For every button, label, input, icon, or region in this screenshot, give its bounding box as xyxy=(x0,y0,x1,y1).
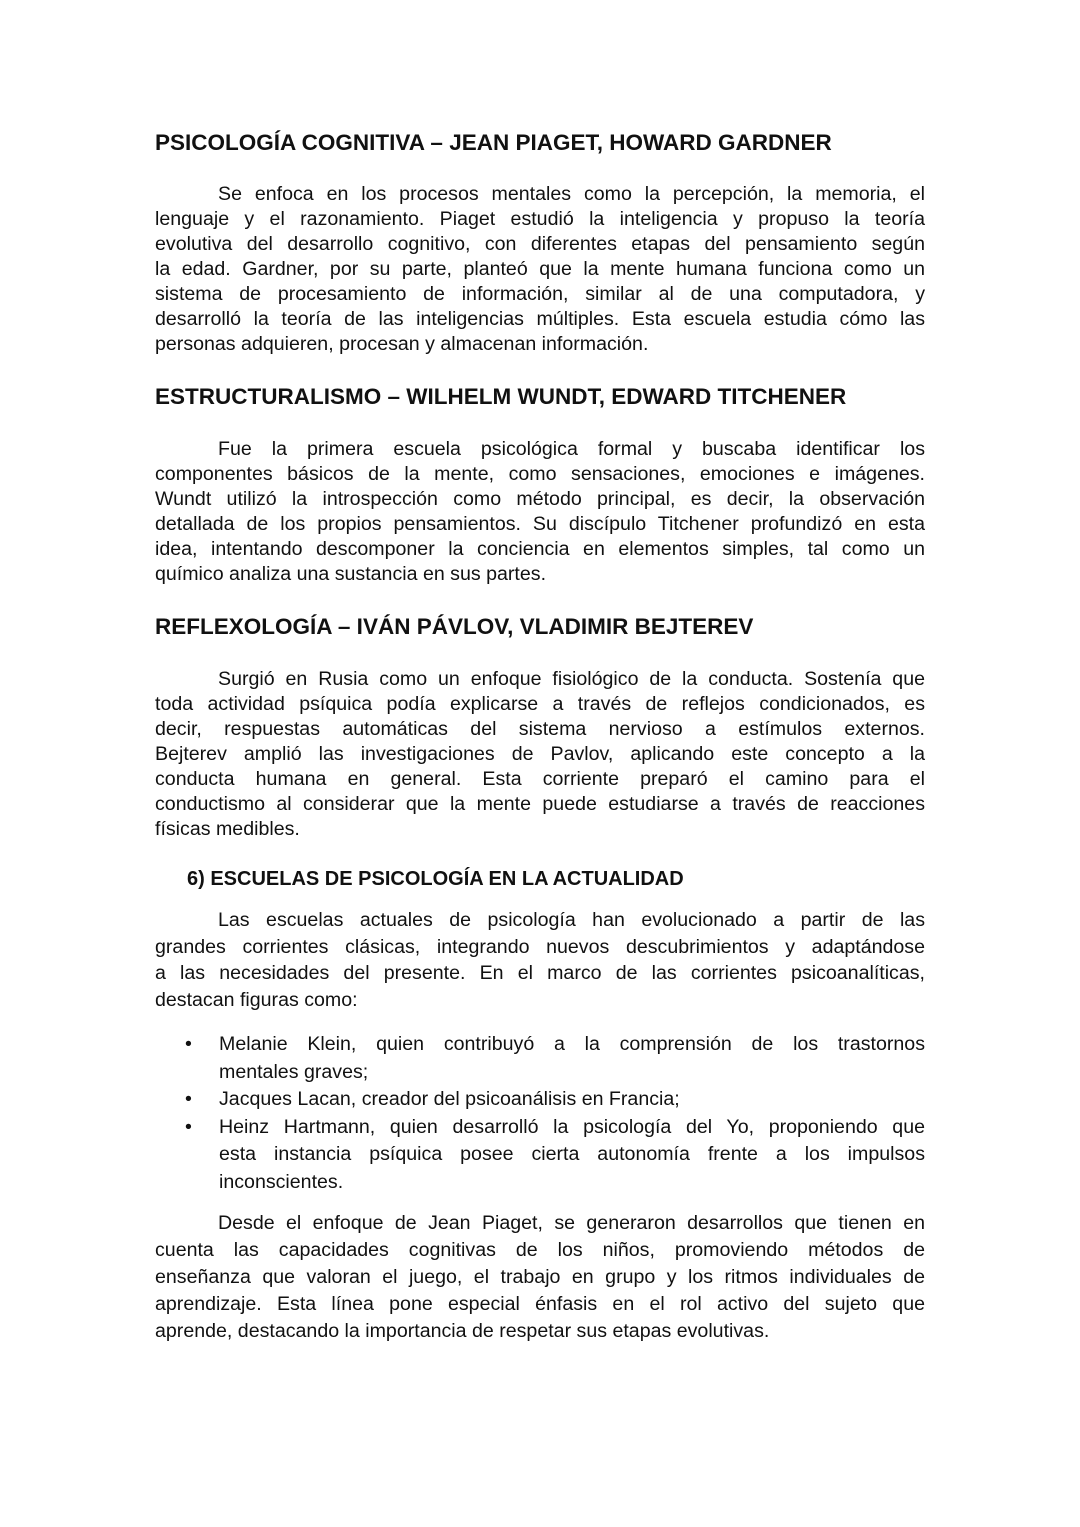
text-line: Las escuelas actuales de psicología han evolucionado a partir de las xyxy=(218,909,925,931)
text-line: Surgió en Rusia como un enfoque fisiológico de la conducta. Sostenía que xyxy=(218,668,925,690)
paragraph xyxy=(155,1210,925,1345)
text-line: mentales graves; xyxy=(219,1060,369,1083)
text-line: esta instancia psíquica posee cierta autonomía frente a los impulsos xyxy=(219,1143,925,1165)
text-line: componentes básicos de la mente, como sensaciones, emociones e imágenes. xyxy=(155,463,925,485)
subsection-heading: 6) ESCUELAS DE PSICOLOGÍA EN LA ACTUALIDAD xyxy=(187,868,684,890)
text-line: cuenta las capacidades cognitivas de los niños, promoviendo métodos de xyxy=(155,1239,925,1261)
text-line: desarrolló la teoría de las inteligencias múltiples. Esta escuela estudia cómo las xyxy=(155,308,925,330)
text-line: toda actividad psíquica podía explicarse a través de reflejos condicionados, es xyxy=(155,693,925,715)
bullet-list xyxy=(155,1031,925,1196)
text-line: la edad. Gardner, por su parte, planteó que la mente humana funciona como un xyxy=(155,258,925,280)
text-line: lenguaje y el razonamiento. Piaget estudió la inteligencia y propuso la teoría xyxy=(155,208,925,230)
bullet-icon: • xyxy=(185,1033,192,1055)
list-item xyxy=(155,1114,925,1197)
text-line: grandes corrientes clásicas, integrando nuevos descubrimientos y adaptándose xyxy=(155,935,925,958)
list-item xyxy=(155,1031,925,1086)
section-heading: PSICOLOGÍA COGNITIVA – JEAN PIAGET, HOWARD GARDNER xyxy=(155,130,832,155)
bullet-icon: • xyxy=(185,1115,192,1138)
paragraph xyxy=(155,437,925,587)
paragraph xyxy=(155,182,925,357)
text-line: sistema de procesamiento de información, similar al de una computadora, y xyxy=(155,283,925,305)
text-line: Desde el enfoque de Jean Piaget, se generaron desarrollos que tienen en xyxy=(218,1212,925,1234)
text-line: enseñanza que valoran el juego, el trabajo en grupo y los ritmos individuales de xyxy=(155,1266,925,1288)
text-line: evolutiva del desarrollo cognitivo, con diferentes etapas del pensamiento según xyxy=(155,233,925,255)
text-line: inconscientes. xyxy=(219,1170,344,1193)
text-line: Bejterev amplió las investigaciones de Pavlov, aplicando este concepto a la xyxy=(155,743,925,765)
paragraph xyxy=(155,667,925,842)
section-heading: ESTRUCTURALISMO – WILHELM WUNDT, EDWARD TITCHENER xyxy=(155,384,847,409)
text-line: Se enfoca en los procesos mentales como la percepción, la memoria, el xyxy=(218,183,925,205)
text-line: conducta humana en general. Esta corriente preparó el camino para el xyxy=(155,768,925,790)
text-line: a las necesidades del presente. En el marco de las corrientes psicoanalíticas, xyxy=(155,962,925,984)
text-line: físicas medibles. xyxy=(155,818,300,840)
list-item xyxy=(155,1086,925,1114)
text-line: Wundt utilizó la introspección como método principal, es decir, la observación xyxy=(155,488,925,510)
bullet-icon: • xyxy=(185,1088,192,1110)
text-line: decir, respuestas automáticas del sistema nervioso a estímulos externos. xyxy=(155,718,925,740)
text-line: Jacques Lacan, creador del psicoanálisis en Francia; xyxy=(219,1088,680,1110)
text-line: personas adquieren, procesan y almacenan información. xyxy=(155,333,649,355)
text-line: Melanie Klein, quien contribuyó a la comprensión de los trastornos xyxy=(219,1033,925,1055)
text-line: Fue la primera escuela psicológica formal y buscaba identificar los xyxy=(218,438,925,460)
text-line: destacan figuras como: xyxy=(155,988,358,1011)
text-line: detallada de los propios pensamientos. Su discípulo Titchener profundizó en esta xyxy=(155,513,925,535)
text-line: aprendizaje. Esta línea pone especial énfasis en el rol activo del sujeto que xyxy=(155,1293,925,1315)
section-heading: REFLEXOLOGÍA – IVÁN PÁVLOV, VLADIMIR BEJTEREV xyxy=(155,614,754,639)
text-line: Heinz Hartmann, quien desarrolló la psicología del Yo, proponiendo que xyxy=(219,1115,925,1138)
paragraph xyxy=(155,907,925,1013)
text-line: idea, intentando descomponer la conciencia en elementos simples, tal como un xyxy=(155,538,925,560)
text-line: aprende, destacando la importancia de respetar sus etapas evolutivas. xyxy=(155,1320,770,1342)
text-line: conductismo al considerar que la mente puede estudiarse a través de reacciones xyxy=(155,793,925,815)
text-line: químico analiza una sustancia en sus partes. xyxy=(155,563,547,585)
